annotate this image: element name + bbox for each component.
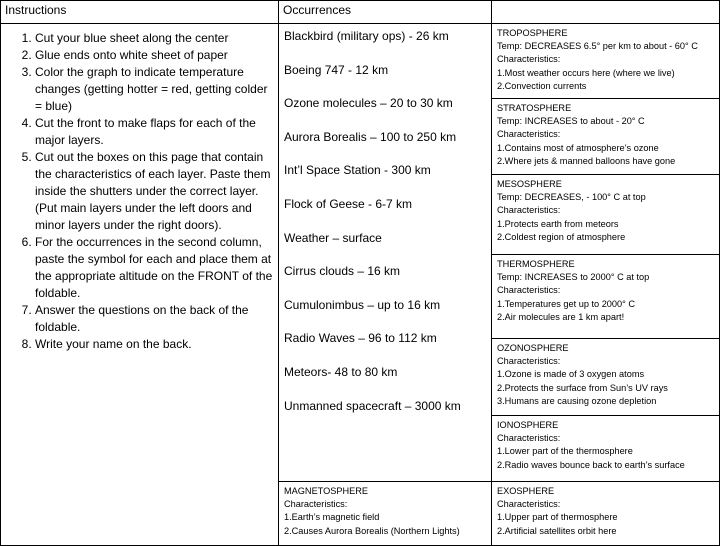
layer-box-magnetosphere: [279, 482, 492, 546]
layer-box-exosphere: [492, 482, 720, 546]
occurrence-item: Weather – surface: [284, 230, 382, 245]
layer-name: IONOSPHERE: [497, 420, 559, 430]
instruction-item: 3. Color the graph to indicate temperature changes (getting hotter = red, getting colder = blue): [35, 64, 278, 115]
layer-line: 2.Convection currents: [497, 80, 587, 91]
layer-name: TROPOSPHERE: [497, 28, 568, 38]
layer-name: THERMOSPHERE: [497, 259, 575, 269]
layer-line: Characteristics:: [497, 499, 561, 510]
instruction-item: 8. Write your name on the back.: [35, 336, 278, 353]
occurrence-item: Cirrus clouds – 16 km: [284, 264, 401, 279]
layer-box-troposphere: [492, 24, 720, 99]
layer-line: 2.Causes Aurora Borealis (Northern Lights): [284, 525, 460, 536]
layer-line: 2.Air molecules are 1 km apart!: [497, 311, 625, 322]
layer-line: 2.Radio waves bounce back to earth’s surface: [497, 459, 685, 470]
layer-box-mesosphere: [492, 175, 720, 255]
instruction-item: 4. Cut the front to make flaps for each of the major layers.: [35, 115, 278, 149]
layer-line: 1.Upper part of thermosphere: [497, 512, 618, 523]
layer-name: MESOSPHERE: [497, 179, 562, 189]
occurrence-item: Boeing 747 - 12 km: [284, 62, 389, 77]
layer-box-ionosphere: [492, 416, 720, 482]
occurrences-cell: [279, 24, 492, 482]
layer-line: Characteristics:: [497, 356, 561, 367]
layer-line: Characteristics:: [497, 54, 561, 65]
layer-line: 2.Artificial satellites orbit here: [497, 525, 617, 536]
layer-line: 2.Protects the surface from Sun’s UV rays: [497, 382, 668, 393]
layer-line: 1.Temperatures get up to 2000° C: [497, 298, 635, 309]
instructions-list: [1, 30, 278, 353]
layer-line: Temp: INCREASES to about - 20° C: [497, 116, 645, 127]
layer-line: 2.Where jets & manned balloons have gone: [497, 155, 676, 166]
layer-line: 1.Lower part of the thermosphere: [497, 446, 633, 457]
occurrence-item: Int’l Space Station - 300 km: [284, 163, 431, 178]
blank-header: [492, 1, 720, 24]
occurrence-item: Flock of Geese - 6-7 km: [284, 196, 413, 211]
layer-line: 2.Coldest region of atmosphere: [497, 231, 626, 242]
occurrences-header: Occurrences: [279, 1, 492, 24]
occurrence-item: Ozone molecules – 20 to 30 km: [284, 96, 453, 111]
instruction-item: 5. Cut out the boxes on this page that contain the characteristics of each layer. Paste them inside the shutters under the correct layer. (Put main layers under the left doors and minor layers under the right doors).: [35, 149, 278, 234]
instructions-header: Instructions: [1, 1, 279, 24]
instruction-item: 2. Glue ends onto white sheet of paper: [35, 47, 278, 64]
layer-name: OZONOSPHERE: [497, 343, 569, 353]
layer-box-stratosphere: [492, 99, 720, 175]
layer-line: 1.Protects earth from meteors: [497, 218, 619, 229]
instruction-item: 1. Cut your blue sheet along the center: [35, 30, 278, 47]
layer-line: Characteristics:: [497, 129, 561, 140]
layer-name: STRATOSPHERE: [497, 103, 572, 113]
layer-box-ozonosphere: [492, 339, 720, 416]
layer-line: Characteristics:: [497, 285, 561, 296]
layer-line: 1.Earth’s magnetic field: [284, 512, 380, 523]
layer-line: 3.Humans are causing ozone depletion: [497, 395, 657, 406]
occurrence-item: Blackbird (military ops) - 26 km: [284, 29, 449, 43]
instruction-item: 6. For the occurrences in the second column, paste the symbol for each and place them at the appropriate altitude on the FRONT of the foldable.: [35, 234, 278, 302]
instructions-cell: [1, 24, 279, 546]
layer-line: 1.Most weather occurs here (where we live): [497, 67, 675, 78]
layer-line: Temp: DECREASES 6.5° per km to about - 60° C: [497, 41, 698, 52]
instruction-item: 7. Answer the questions on the back of the foldable.: [35, 302, 278, 336]
layer-line: Characteristics:: [284, 499, 348, 510]
layer-name: EXOSPHERE: [497, 486, 555, 496]
layer-line: Characteristics:: [497, 205, 561, 216]
layer-box-thermosphere: [492, 255, 720, 339]
layer-line: 1.Ozone is made of 3 oxygen atoms: [497, 369, 645, 380]
occurrence-item: Meteors- 48 to 80 km: [284, 364, 398, 379]
layer-line: 1.Contains most of atmosphere’s ozone: [497, 142, 659, 153]
layer-line: Characteristics:: [497, 433, 561, 444]
layer-line: Temp: INCREASES to 2000° C at top: [497, 272, 650, 283]
layer-name: MAGNETOSPHERE: [284, 486, 369, 496]
occurrence-item: Unmanned spacecraft – 3000 km: [284, 398, 461, 413]
occurrence-item: Aurora Borealis – 100 to 250 km: [284, 129, 457, 144]
occurrence-item: Cumulonimbus – up to 16 km: [284, 297, 441, 312]
layer-line: Temp: DECREASES, - 100° C at top: [497, 192, 646, 203]
occurrence-item: Radio Waves – 96 to 112 km: [284, 331, 437, 346]
